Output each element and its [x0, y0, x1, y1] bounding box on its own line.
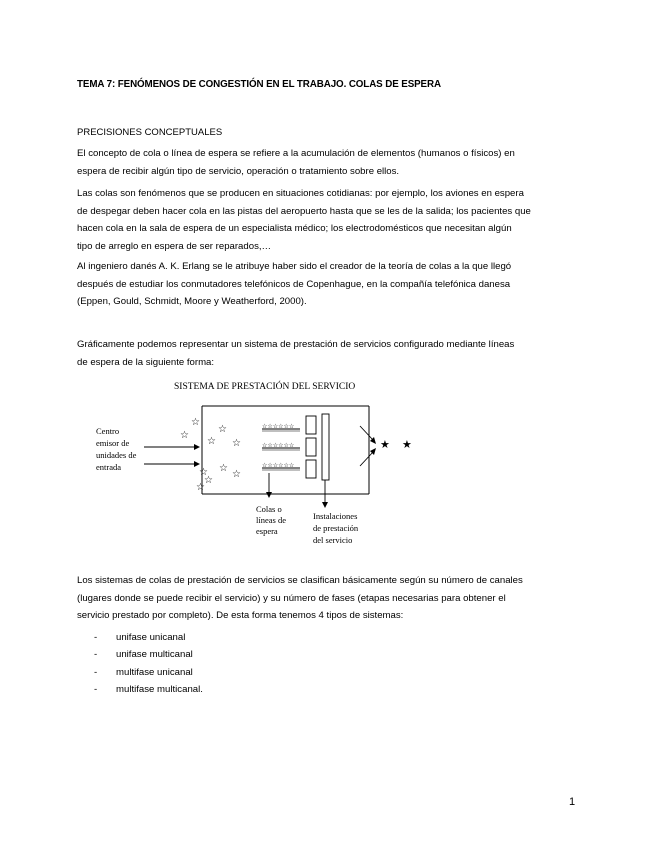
document-title: TEMA 7: FENÓMENOS DE CONGESTIÓN EN EL TRABAJO. COLAS DE ESPERA — [77, 79, 441, 90]
unit-star-icon: ☆ — [191, 417, 200, 428]
paragraph-line: Gráficamente podemos representar un sistema de prestación de servicios configurado mediante líneas — [77, 339, 515, 350]
service-facility — [306, 438, 316, 456]
list-bullet: - — [94, 632, 98, 643]
unit-star-icon: ☆ — [218, 424, 227, 435]
paragraph-line: tipo de arreglo en espera de ser reparados,… — [77, 240, 272, 252]
paragraph-line: (Eppen, Gould, Schmidt, Moore y Weatherford, 2000). — [77, 296, 307, 308]
queues-label — [256, 504, 288, 536]
queue-system-diagram — [82, 376, 422, 556]
arrowhead — [322, 502, 328, 508]
system-types-list — [94, 629, 203, 698]
paragraph-line: Al ingeniero danés A. K. Erlang se le atribuye haber sido el creador de la teoría de colas a la que llegó — [77, 261, 512, 272]
list-bullet: - — [94, 649, 98, 661]
queues-label-line: líneas de — [256, 515, 286, 525]
source-label-line: Centro — [96, 426, 120, 436]
page-number: 1 — [569, 796, 576, 808]
unit-star-icon: ☆ — [180, 430, 189, 441]
facilities-label-line: Instalaciones — [313, 511, 358, 521]
queued-stars: ☆☆☆☆☆☆ — [262, 423, 295, 430]
service-facility — [306, 460, 316, 478]
paragraph-line: de espera de la siguiente forma: — [77, 356, 215, 368]
list-item-text: multifase multicanal. — [116, 683, 203, 695]
queues-label-line: Colas o — [256, 504, 282, 514]
paragraph-line: El concepto de cola o línea de espera se refiere a la acumulación de elementos (humanos o físicos) en — [77, 148, 515, 159]
queued-stars: ☆☆☆☆☆☆ — [262, 462, 295, 469]
diagram-title: SISTEMA DE PRESTACIÓN DEL SERVICIO — [174, 382, 356, 392]
unit-star-icon: ☆ — [232, 469, 241, 480]
unit-star-icon: ☆ — [207, 436, 216, 447]
paragraph-graphic-intro — [77, 336, 582, 371]
paragraph-line: Los sistemas de colas de prestación de servicios se clasifican básicamente según su número de canales — [77, 575, 523, 586]
paragraph-erlang — [77, 258, 582, 311]
queued-stars: ☆☆☆☆☆☆ — [262, 442, 295, 449]
output-arrow — [360, 452, 373, 466]
arrowhead — [194, 444, 200, 450]
paragraph-line: de despegar deben hacer cola en las pistas del aeropuerto hasta que se les de la salida; los pacientes que — [77, 205, 531, 217]
section-heading: PRECISIONES CONCEPTUALES — [77, 127, 223, 138]
queued-units — [262, 423, 296, 469]
output-arrow — [360, 426, 373, 440]
paragraph-definition — [77, 145, 582, 180]
list-item-text: unifase unicanal — [116, 632, 186, 643]
source-label-line: entrada — [96, 462, 122, 472]
facilities-label-line: del servicio — [313, 535, 353, 545]
facilities-label — [313, 511, 360, 545]
source-label-line: unidades de — [96, 450, 137, 460]
served-units — [380, 438, 412, 451]
list-item — [94, 629, 203, 646]
list-item — [94, 681, 203, 698]
unit-star-icon: ☆ — [196, 482, 205, 493]
unit-star-icon: ☆ — [219, 463, 228, 474]
facilities-label-line: de prestación — [313, 523, 359, 533]
unit-star-icon: ☆ — [204, 475, 213, 486]
arriving-units — [180, 417, 244, 493]
list-item-text: unifase multicanal — [116, 649, 193, 661]
source-label-line: emisor de — [96, 438, 130, 448]
unit-star-icon: ☆ — [232, 438, 241, 449]
list-item — [94, 664, 203, 681]
arrowhead — [266, 492, 272, 498]
list-bullet: - — [94, 683, 98, 695]
list-item — [94, 646, 203, 663]
paragraph-classification — [77, 572, 582, 625]
paragraph-line: después de estudiar los conmutadores telefónicos de Copenhague, en la compañía telefónica danesa — [77, 278, 511, 290]
queues-label-line: espera — [256, 526, 278, 536]
paragraph-line: (lugares donde se puede recibir el servicio) y su número de fases (etapas necesarias para obtener el — [77, 592, 506, 604]
served-star-icon: ★ — [402, 438, 412, 451]
service-facility — [306, 416, 316, 434]
list-item-text: multifase unicanal — [116, 666, 193, 678]
paragraph-examples — [77, 185, 582, 255]
source-label — [96, 426, 139, 472]
service-channel — [322, 414, 329, 480]
paragraph-line: Las colas son fenómenos que se producen en situaciones cotidianas: por ejemplo, los aviones en espera — [77, 188, 524, 199]
paragraph-line: servicio prestado por completo). De esta forma tenemos 4 tipos de sistemas: — [77, 610, 404, 622]
served-star-icon: ★ — [380, 438, 390, 451]
list-bullet: - — [94, 666, 98, 678]
paragraph-line: hacen cola en la sala de espera de un especialista médico; los electrodomésticos que necesitan algún — [77, 223, 512, 235]
unit-star-icon: ☆ — [199, 467, 208, 478]
paragraph-line: espera de recibir algún tipo de servicio, operación o tratamiento sobre ellos. — [77, 165, 400, 177]
